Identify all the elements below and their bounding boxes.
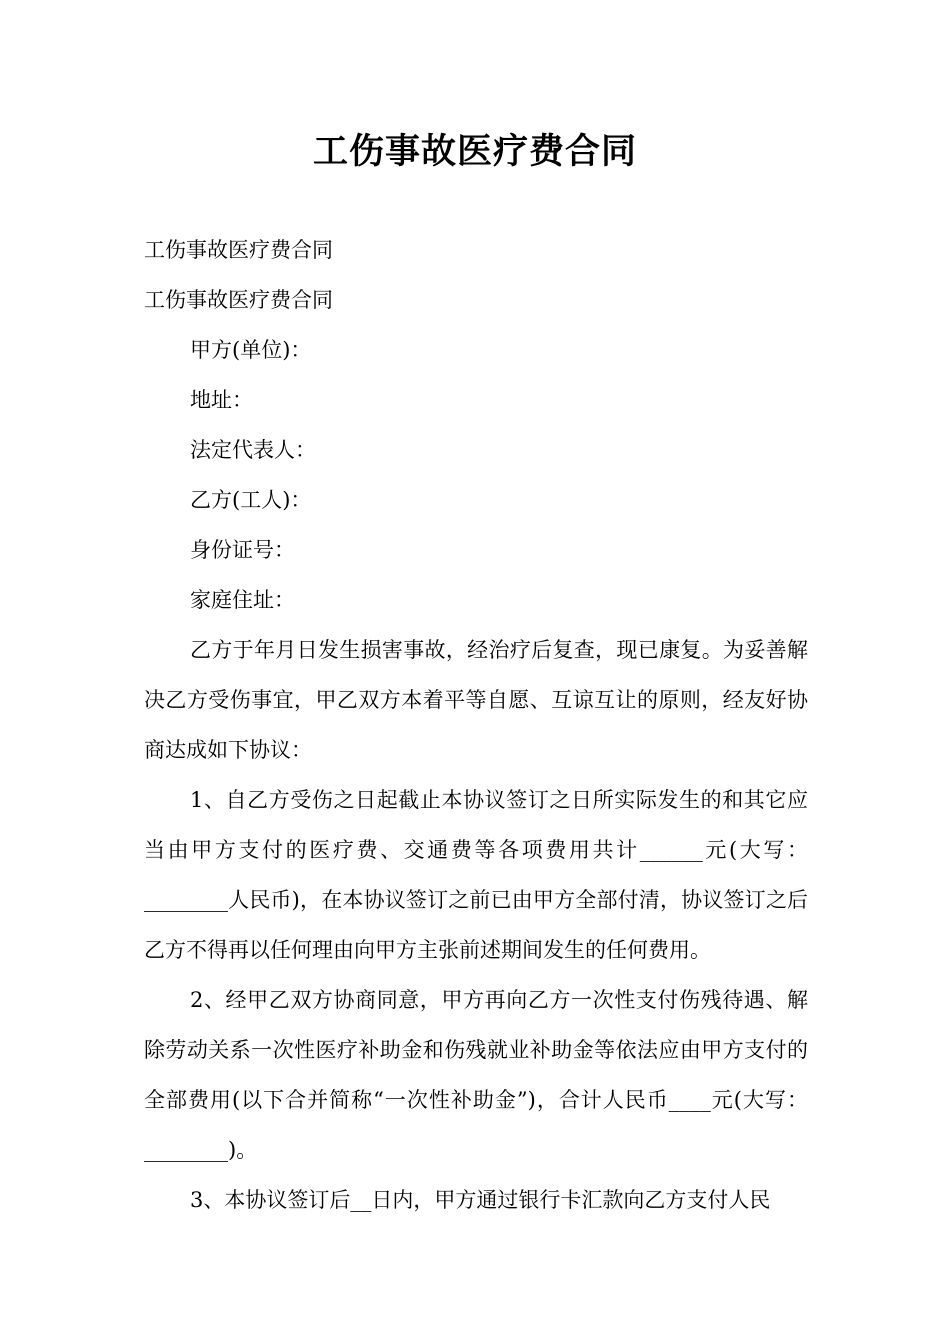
subtitle-line: 工伤事故医疗费合同 bbox=[144, 238, 333, 262]
clause-1-paragraph: 1、自乙方受伤之日起截止本协议签订之日所实际发生的和其它应当由甲方支付的医疗费、交通费等各项费用共计______元(大写：________人民币)，在本协议签订之前已由甲方全部付清，协议签订之后乙方不得再以任何理由向甲方主张前述期间发生的任何费用。 bbox=[144, 788, 808, 962]
clause-2-paragraph: 2、经甲乙双方协商同意，甲方再向乙方一次性支付伤残待遇、解除劳动关系一次性医疗补助金和伤残就业补助金等依法应由甲方支付的全部费用(以下合并简称“一次性补助金”)，合计人民币____元(大写：________)。 bbox=[144, 988, 808, 1162]
address-field: 地址： bbox=[190, 388, 253, 412]
document-title: 工伤事故医疗费合同 bbox=[312, 131, 637, 172]
party-b-worker-field: 乙方(工人)： bbox=[190, 488, 312, 512]
clause-3-paragraph: 3、本协议签订后__日内，甲方通过银行卡汇款向乙方支付人民 bbox=[190, 1188, 771, 1212]
document-body bbox=[144, 225, 808, 1225]
home-address-field: 家庭住址： bbox=[190, 588, 295, 612]
id-number-field: 身份证号： bbox=[190, 538, 295, 562]
subtitle-line: 工伤事故医疗费合同 bbox=[144, 288, 333, 312]
legal-representative-field: 法定代表人： bbox=[190, 438, 316, 462]
intro-paragraph: 乙方于年月日发生损害事故，经治疗后复查，现已康复。为妥善解决乙方受伤事宜，甲乙双方本着平等自愿、互谅互让的原则，经友好协商达成如下协议： bbox=[144, 638, 808, 762]
party-a-unit-field: 甲方(单位)： bbox=[190, 338, 312, 362]
